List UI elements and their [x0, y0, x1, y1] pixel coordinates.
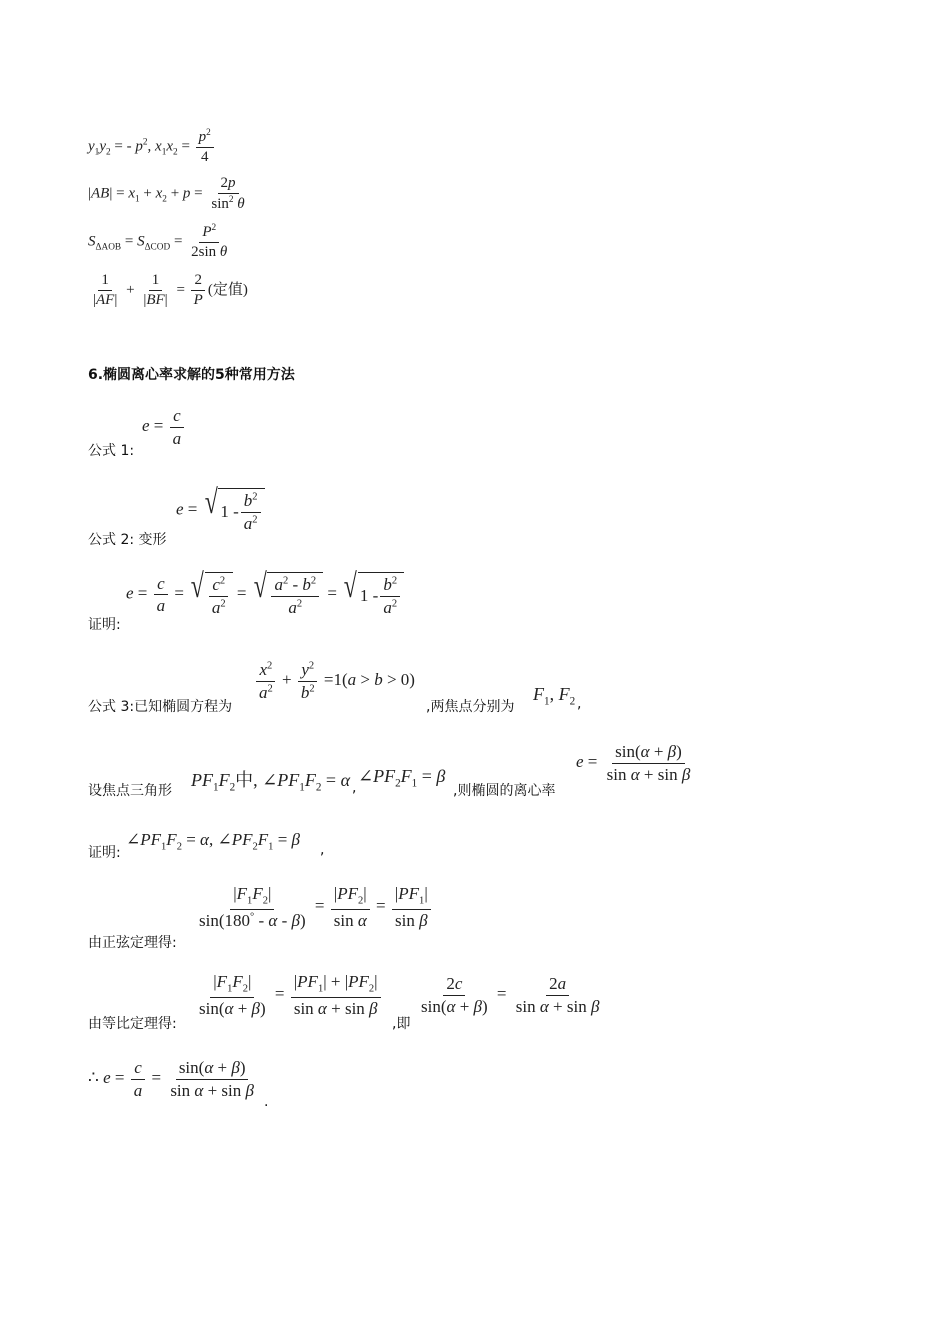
- formula-ab-length: $|AB| = x_1 + x_2 + p$ = $\frac{2p}{\sin^2 \theta}$: [88, 175, 245, 213]
- ratio-eq2: $\frac{2c}{\sin(\alpha + \beta)}$ = $\frac{2a}{\text{sin α + sin β}}$: [421, 974, 600, 1016]
- conclusion-eq: ∴ e = $\frac{c}{a}$ = $\frac{\sin(\alpha + \beta)}{\text{sin α + sin β}}$: [88, 1058, 254, 1100]
- triangle-angle-beta: $\angle PF_2F_1 = \beta$: [358, 766, 446, 790]
- section-heading: 6.椭圆离心率求解的5种常用方法: [88, 367, 295, 383]
- proof1-eq: e = $\frac{c}{a}$ = √ $\frac{c^2}{a^2}$ = √ $\frac{a^2 - b^2}{a^2}$ = √ 1 - $\frac{b^2}{a^2}$: [126, 572, 404, 617]
- foci-f1-f2: $F_1$, $F_2$: [533, 684, 576, 708]
- formula2-label: 公式 2: 变形: [88, 532, 167, 548]
- ratio-eq: $\frac{|F_1F_2|}{\sin(\alpha + \beta)}$ = $\frac{|PF_1| + |PF_2|}{\text{sin α + sin β}}$: [194, 972, 383, 1018]
- formula2-eq: e = √ 1 - $\frac{b^2}{a^2}$: [176, 488, 265, 533]
- proof1-label: 证明:: [88, 617, 121, 633]
- sine-law-label: 由正弦定理得:: [88, 935, 177, 951]
- proof2-end: ,: [320, 842, 325, 858]
- ratio-label: 由等比定理得:: [88, 1016, 177, 1032]
- triangle-post: ,则椭圆的离心率: [453, 783, 556, 799]
- formula1-eq: e = $\frac{c}{a}$: [142, 406, 186, 448]
- sine-law-eq: $\frac{|F_1F_2|}{\sin(180^\circ - \alpha - \beta)}$ = $\frac{|PF_2|}{\text{sin α}}$ = $\frac{|PF_1|}{\text{sin β}}$: [194, 884, 433, 930]
- formula-reciprocal-sum: $\frac{1}{|AF|}$ + $\frac{1}{|BF|}$ = $\frac{2}{P}$ (定值): [93, 272, 248, 309]
- end-dot: .: [264, 1094, 269, 1110]
- proof2-label: 证明:: [88, 845, 121, 861]
- ji-label: ,即: [392, 1016, 411, 1032]
- ellipse-equation: $\frac{x^2}{a^2}$ + $\frac{y^2}{b^2}$ =1(a > b > 0): [254, 660, 415, 702]
- formula-area: $S_{\Delta AOB} = S_{\Delta COD}$ = $\frac{P^2}{\text{2sin θ}}$: [88, 223, 228, 261]
- proof2-angles: $\angle PF_1F_2 = \alpha$, $\angle PF_2F_1 = \beta$: [126, 830, 300, 853]
- formula3-label: 公式 3:已知椭圆方程为: [88, 699, 233, 715]
- formula3-mid: ,两焦点分别为: [426, 699, 515, 715]
- triangle-angles: $PF_1F_2$中, $\angle PF_1F_2 = \alpha$: [191, 770, 351, 794]
- triangle-label: 设焦点三角形: [88, 783, 172, 799]
- eccentricity-sine-formula: e = $\frac{\sin(\alpha + \beta)}{\text{sin α + sin β}}$: [576, 742, 691, 784]
- formula-y1y2-x1x2: $y_1y_2$ = - $p^2$, $x_1x_2$ = $\frac{p^2}{4}$: [88, 128, 216, 167]
- dingzhi-label: (定值): [207, 282, 248, 299]
- formula3-end: ,: [577, 696, 582, 712]
- triangle-sep: ,: [352, 780, 357, 796]
- formula1-label: 公式 1:: [88, 443, 135, 459]
